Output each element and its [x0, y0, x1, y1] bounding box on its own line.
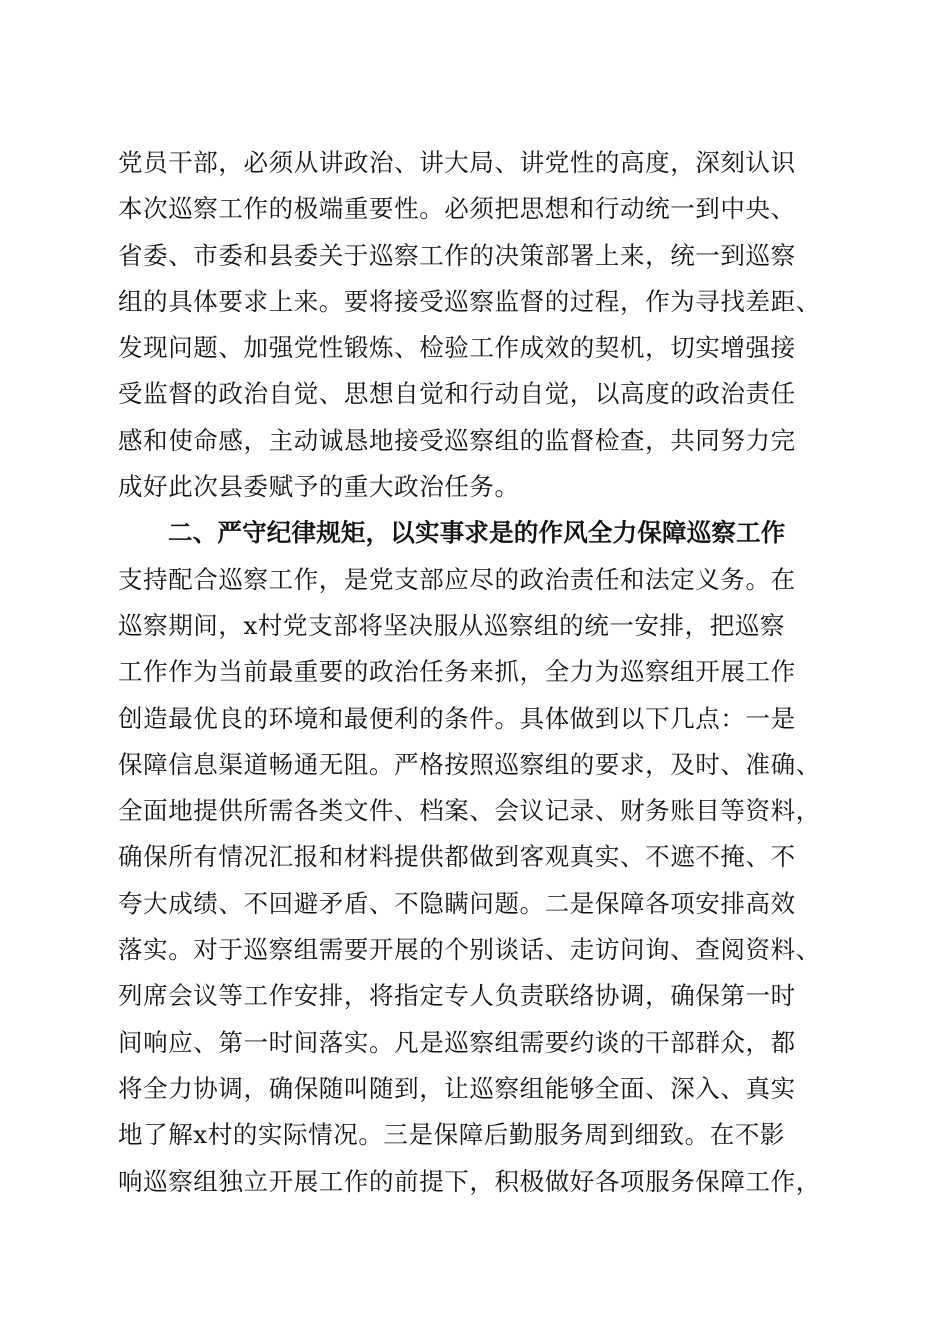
paragraph-line-11: 工作作为当前最重要的政治任务来抓，全力为巡察组开展工作 [118, 657, 796, 687]
paragraph-line-13: 保障信息渠道畅通无阻。严格按照巡察组的要求，及时、准确、 [118, 749, 821, 779]
body-text [118, 140, 838, 1205]
paragraph-line-2: 本次巡察工作的极端重要性。必须把思想和行动统一到中央、 [118, 194, 796, 224]
paragraph-line-4: 组的具体要求上来。要将接受巡察监督的过程，作为寻找差距、 [118, 286, 821, 316]
paragraph-line-14: 全面地提供所需各类文件、档案、会议记录、财务账目等资料， [118, 796, 821, 826]
paragraph-line-21: 地了解x村的实际情况。三是保障后勤服务周到细致。在不影 [118, 1120, 786, 1150]
paragraph-line-12: 创造最优良的环境和最便利的条件。具体做到以下几点：一是 [118, 703, 796, 733]
paragraph-line-22: 响巡察组独立开展工作的前提下，积极做好各项服务保障工作， [118, 1166, 821, 1196]
paragraph-line-15: 确保所有情况汇报和材料提供都做到客观真实、不遮不掩、不 [118, 842, 796, 872]
paragraph-line-17: 落实。对于巡察组需要开展的个别谈话、走访问询、查阅资料、 [118, 935, 821, 965]
paragraph-line-19: 间响应、第一时间落实。凡是巡察组需要约谈的干部群众，都 [118, 1027, 796, 1057]
paragraph-line-7: 感和使命感，主动诚恳地接受巡察组的监督检查，共同努力完 [118, 425, 796, 455]
section-heading: 二、严守纪律规矩，以实事求是的作风全力保障巡察工作 [168, 518, 786, 548]
paragraph-line-6: 受监督的政治自觉、思想自觉和行动自觉，以高度的政治责任 [118, 379, 796, 409]
paragraph-line-1: 党员干部，必须从讲政治、讲大局、讲党性的高度，深刻认识 [118, 148, 796, 177]
paragraph-line-9: 支持配合巡察工作，是党支部应尽的政治责任和法定义务。在 [118, 564, 796, 594]
paragraph-line-8: 成好此次县委赋予的重大政治任务。 [118, 472, 520, 502]
paragraph-line-3: 省委、市委和县委关于巡察工作的决策部署上来，统一到巡察 [118, 240, 796, 270]
paragraph-line-5: 发现问题、加强党性锻炼、检验工作成效的契机，切实增强接 [118, 333, 796, 363]
paragraph-line-20: 将全力协调，确保随叫随到，让巡察组能够全面、深入、真实 [118, 1073, 796, 1103]
paragraph-line-18: 列席会议等工作安排，将指定专人负责联络协调，确保第一时 [118, 981, 796, 1011]
paragraph-line-16: 夸大成绩、不回避矛盾、不隐瞒问题。二是保障各项安排高效 [118, 888, 796, 918]
paragraph-line-10: 巡察期间，x村党支部将坚决服从巡察组的统一安排，把巡察 [118, 610, 786, 640]
